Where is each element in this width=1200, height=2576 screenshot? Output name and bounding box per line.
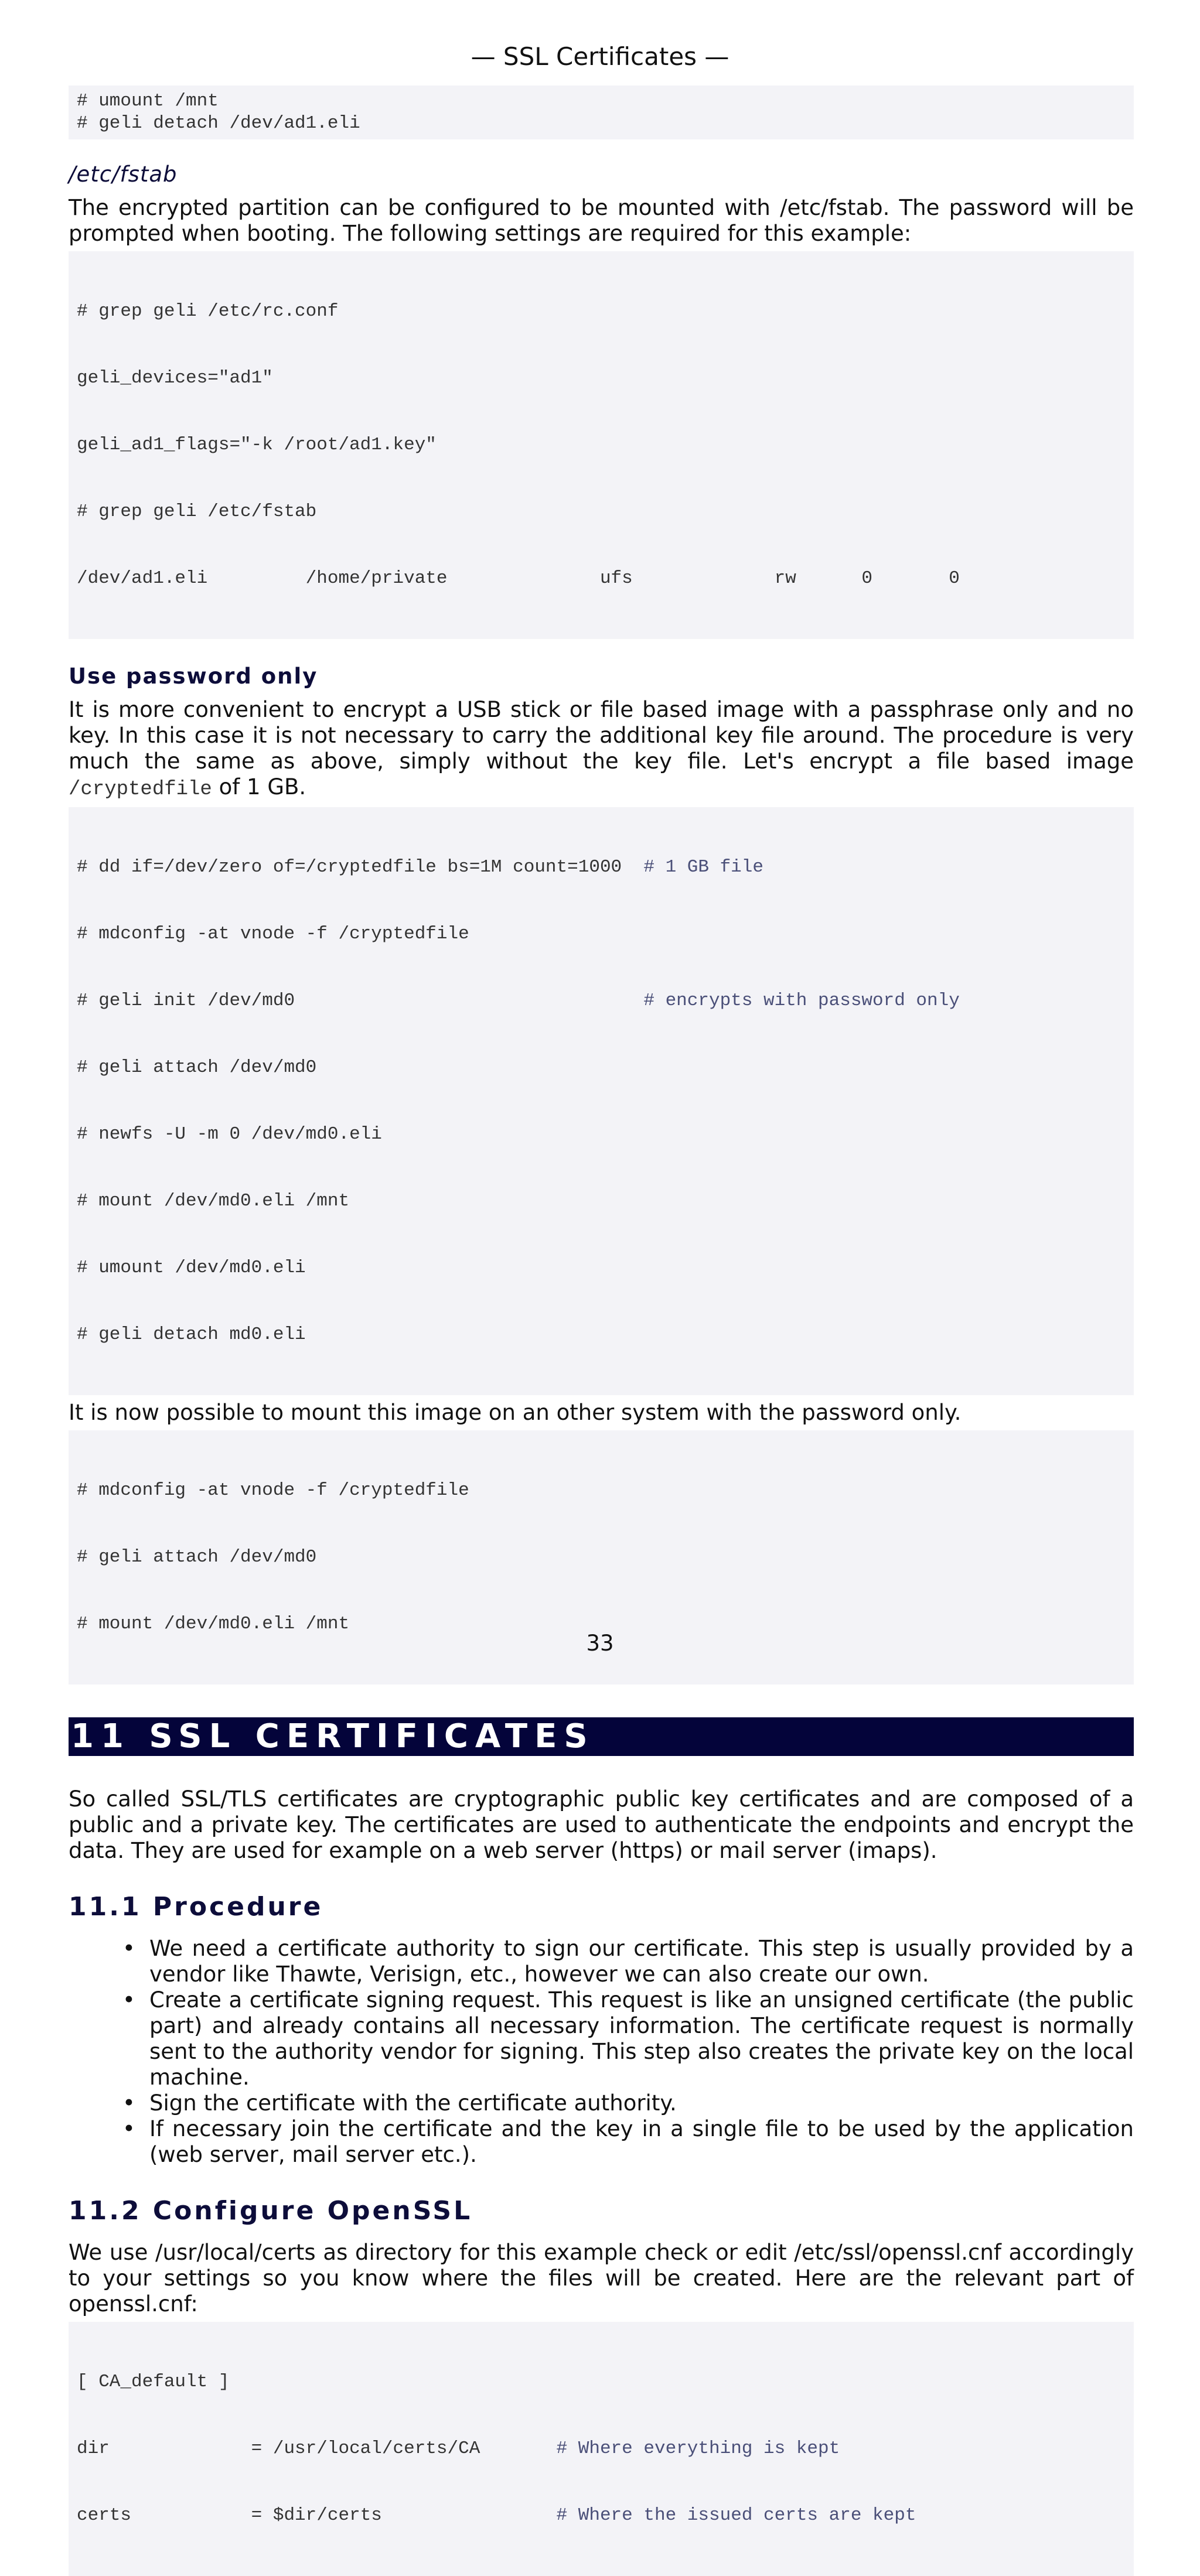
code-comment: # encrypts with password only [643,990,960,1011]
code-block-umount [69,86,1134,139]
code-comment: # Where the issued certs are kept [556,2505,916,2526]
procedure-list [69,1936,1134,2168]
cryptedfile-path: /cryptedfile [69,778,212,801]
password-heading: Use password only [69,664,318,689]
chapter-title: 11 SSL CERTIFICATES [69,1717,1134,1756]
code-line: geli_ad1_flags="-k /root/ad1.key" [77,435,437,455]
list-item: • Create a certificate signing request. This request is like an unsigned certificate (the public part) and already contains all necessary information. The certificate request is normally sent to the authority vendor for signing. This step also creates the private key on the local machine. [122,1987,1134,2090]
code-line: # geli detach md0.eli [77,1324,306,1345]
code-line: # umount /mnt [77,91,219,111]
code-line: # mdconfig -at vnode -f /cryptedfile [77,924,469,944]
list-item: • If necessary join the certificate and the key in a single file to be used by the application (web server, mail server etc.). [122,2116,1134,2167]
bullet-icon: • [122,1987,135,2013]
password-paragraph-text: It is more convenient to encrypt a USB stick or file based image with a passphrase only and no key. In this case it is not necessary to carry the additional key file around. The procedure is very much the same as above, simply without the key file. Let's encrypt a file based image [69,697,1134,774]
configure-paragraph: We use /usr/local/certs as directory for this example check or edit /etc/ssl/openssl.cnf accordingly to your settings so you know where the files will be created. Here are the relevant part of openssl.cnf: [69,2240,1134,2317]
code-comment: # 1 GB file [643,857,763,877]
code-line: # mount /dev/md0.eli /mnt [77,1191,350,1211]
mount-paragraph: It is now possible to mount this image on an other system with the password only. [69,1400,962,1425]
running-header: — SSL Certificates — [471,42,729,71]
bullet-icon: • [122,2090,135,2116]
bullet-icon: • [122,2116,135,2141]
fstab-paragraph: The encrypted partition can be configured to be mounted with /etc/fstab. The password will be prompted when booting. The following settings are required for this example: [69,195,1134,246]
chapter-intro: So called SSL/TLS certificates are cryptographic public key certificates and are composed of a public and a private key. The certificates are used to authenticate the endpoints and encrypt the data. They are used for example on a web server (https) or mail server (imaps). [69,1786,1134,1863]
list-item: • Sign the certificate with the certificate authority. [122,2090,677,2116]
code-line: # geli init /dev/md0 # encrypts with password only [77,990,960,1011]
page-number: 33 [586,1631,614,1656]
code-block-password [69,807,1134,1395]
page-content [69,86,1134,2576]
code-line: # dd if=/dev/zero of=/cryptedfile bs=1M count=1000 # 1 GB file [77,857,763,877]
password-paragraph [69,697,1134,802]
code-line: certs = $dir/certs # Where the issued certs are kept [77,2505,916,2526]
code-line: /dev/ad1.eli /home/private ufs rw 0 0 [77,568,960,589]
code-line: # mdconfig -at vnode -f /cryptedfile [77,1480,469,1501]
code-comment: # Where everything is kept [556,2438,840,2459]
section-heading-configure: 11.2 Configure OpenSSL [69,2196,473,2226]
code-block-openssl [69,2322,1134,2576]
code-line: # geli attach /dev/md0 [77,1547,317,1567]
code-block-fstab [69,251,1134,639]
list-item: • We need a certificate authority to sign our certificate. This step is usually provided by a vendor like Thawte, Verisign, etc., however we can also create our own. [122,1936,1134,1987]
code-line: dir = /usr/local/certs/CA # Where everything is kept [77,2438,840,2459]
code-line: # umount /dev/md0.eli [77,1258,306,1278]
section-heading-procedure: 11.1 Procedure [69,1892,323,1922]
code-line: geli_devices="ad1" [77,368,273,388]
bullet-icon: • [122,1936,135,1961]
code-line: # geli detach /dev/ad1.eli [77,113,360,134]
code-line: # geli attach /dev/md0 [77,1057,317,1078]
password-paragraph-tail: of 1 GB. [212,774,306,800]
code-line: # newfs -U -m 0 /dev/md0.eli [77,1124,382,1144]
code-line: # mount /dev/md0.eli /mnt [77,1614,350,1634]
code-line: # grep geli /etc/fstab [77,501,317,522]
fstab-heading: /etc/fstab [69,162,178,187]
code-line: [ CA_default ] [77,2372,230,2392]
code-line: # grep geli /etc/rc.conf [77,301,339,322]
